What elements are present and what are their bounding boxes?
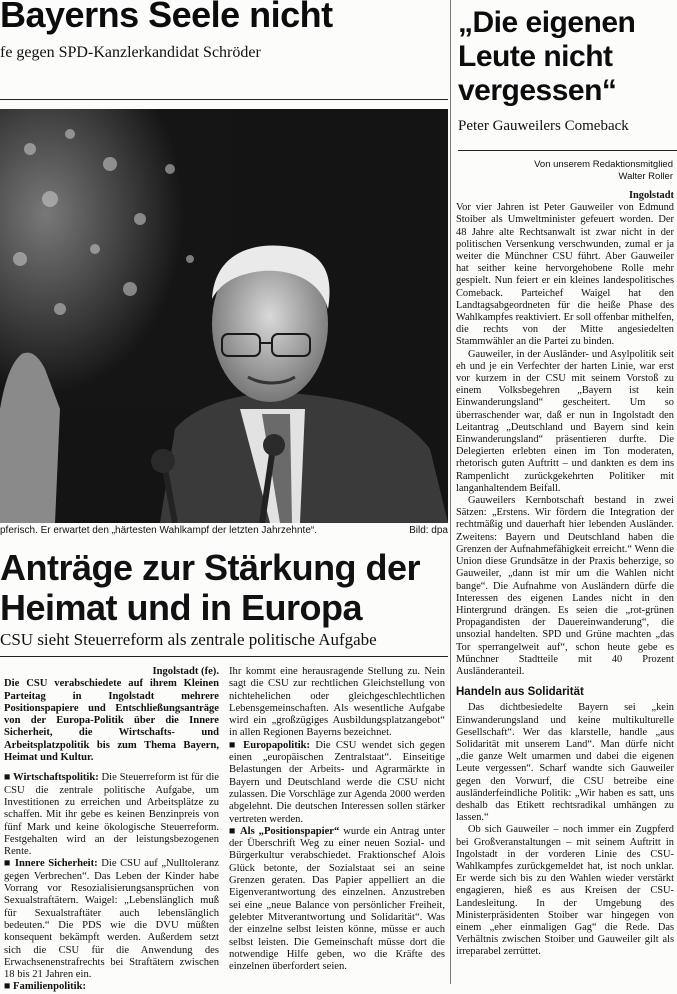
article-column-2 <box>229 666 445 973</box>
headline-top-left: Bayerns Seele nicht <box>0 0 333 35</box>
paragraph: Das dichtbesiedelte Bayern sei „kein Einwanderungsland und keine multikulturelle Gesellschaft“. Wer das klarstelle, handle „aus Solidarität mit unserem Land“. Man dürfe nicht „die ganze Welt umarmen und dabei die eigenen Leute vergessen“. Scharf wandte sich Gauweiler gegen den Vorwurf, die CSU betreibe eine ausländerfeindliche Politik: „Wir haben es satt, uns deshalb das Etikett rechtsradikal umhängen zu lassen.“ <box>456 702 674 824</box>
paragraph: Vor vier Jahren ist Peter Gauweiler von Edmund Stoiber als Umweltminister gefeuert worden. Der 48 Jahre alte Rechtsanwalt ist zwar nicht in der politischen Versenkung verschwunden, zumal er ja weiter die Münchner CSU führt. Aber Gauweiler hat seither keine hervorgehobene Rolle mehr gespielt. Nun feiert er ein kleines landespolitisches Comeback. Parteichef Waigel hat den Landtagsabgeordneten für die heiße Phase des Wahlkampfes reaktiviert. Er soll offenbar mithelfen, die rechts von der Mitte angesiedelten Stammwähler an die Partei zu binden. <box>456 202 674 348</box>
dateline: Ingolstadt (fe). <box>152 666 219 677</box>
article-column-1 <box>4 666 219 994</box>
paragraph: Die CSU wendet sich gegen einen „europäischen Zentralstaat“. Einseitige Belastungen der Arbeits- und Agrarmärkte in Bayern und Deutschland werde die CSU nicht zulassen. Die Vorschläge zur Agenda 2000 werden abgelehnt. Die deutschen Interessen sollen stärker vertreten werden. <box>229 739 446 825</box>
subheadline-right: Peter Gauweilers Comeback <box>458 118 629 134</box>
section-label: ■ Innere Sicherheit: <box>4 858 98 870</box>
byline-author: Walter Roller <box>618 171 673 182</box>
paragraph: Ob sich Gauweiler – noch immer ein Zugpferd bei Großveranstaltungen – mit seinem Auftritt in Ingolstadt in der vorderen Linie des CSU-Wahlkampfes zurückgemeldet hat, ist noch unklar. Er werde sich bis zu den Wahlen wieder verstärkt engagieren, hieß es aus Kreisen der CSU-Landesleitung. In der Umgebung des Ministerpräsidenten Stoiber war hingegen von einem „eher einmaligen Gag“ die Rede. Das Verhältnis zwischen Stoiber und Gauweiler gilt als irreparabel zerrüttet. <box>456 824 674 958</box>
headline-right: „Die eigenen Leute nicht vergessen“ <box>458 6 636 107</box>
lead-paragraph: Die CSU verabschiedete auf ihrem Kleinen Parteitag in Ingolstadt mehrere Positionspapiere und Entschließungsanträge von der Europa-Politik über die Innere Sicherheit, die Wirtschafts- und Arbeitsplatzpolitik bis zum Thema Bayern, Heimat und Kultur. <box>4 678 219 764</box>
paragraph: Die CSU auf „Nulltoleranz gegen Verbrechen“. Das Leben der Kinder habe Vorrang vor Resozialisierungsansprüchen von Sexualstraftätern. Waigel: „Lebenslänglich muß für Sexualstraftäter auch lebenslänglich bedeuten.“ Die PDS wie die DVU müßten konsequent bekämpft werden. Außerdem setzt sich die CSU für die Anwendung des Erwachsenenstrafrechts bei Straftätern zwischen 18 bis 21 Jahren ein. <box>4 858 219 981</box>
photo-credit: Bild: dpa <box>409 525 448 536</box>
speaker-photo-illustration <box>0 109 448 523</box>
section-heading: Handeln aus Solidarität <box>456 686 584 699</box>
section-label: ■ Familienpolitik: <box>4 981 87 993</box>
section-label: ■ Wirtschaftspolitik: <box>4 772 99 784</box>
caption-text: pferisch. Er erwartet den „härtesten Wahlkampf der letzten Jahrzehnte“. <box>0 525 317 536</box>
headline-main: Anträge zur Stärkung der Heimat und in Europa <box>0 547 421 628</box>
section-label: ■ Als „Positionspapier“ <box>229 825 340 837</box>
subheadline-main: CSU sieht Steuerreform als zentrale politische Aufgabe <box>0 630 377 649</box>
divider <box>458 150 677 151</box>
paragraph: Ihr kommt eine herausragende Stellung zu. Nein sagt die CSU zur rechtlichen Gleichstellung von nichtehelichen oder gleichgeschlechtlichen Lebensgemeinschaften. Als wesentliche Aufgabe wird ein „großzügiges Ausbildungsplatzangebot“ in allen Regionen Bayerns bezeichnet. <box>229 666 445 739</box>
news-photo <box>0 109 448 523</box>
subheadline-top-left: fe gegen SPD-Kanzlerkandidat Schröder <box>0 44 261 61</box>
divider <box>0 656 448 657</box>
divider <box>0 99 448 100</box>
paragraph: wurde ein Antrag unter der Überschrift Weg zu einer neuen Sozial- und Bürgerkultur verabschiedet. Fraktionschef Alois Glück betonte, der Sozialstaat sei an seine Grenzen geraten. Das Papier appelliert an die Eigenverantwortung des einzelnen. Anzustreben sei eine „neue Balance von persönlicher Freiheit, gelebter Mitverantwortung und Solidarität“. Was der einzelne selbst leisten könne, müsse er auch selbst leisten. Die Gemeinschaft müsse dort die notwendige Hilfe geben, wo die Kräfte des einzelnen überfordert seien. <box>229 825 445 973</box>
paragraph: Gauweiler, in der Ausländer- und Asylpolitik seit eh und je ein Verfechter der harten Linie, war erst vor kurzem in der CSU mit seinem Vorstoß zu einem Volksbegehren „Bayern ist kein Einwanderungsland“ gescheitert. Um so überraschender war, daß er nun in Ingolstadt den Leitantrag „Deutschland und Bayern sind kein Einwanderungsland“ präsentieren durfte. Die Delegierten erlebten einen im Ton moderaten, rhetorisch guten Auftritt – und dankten es dem ins Rampenlicht zurückgekehrten Politiker mit langanhaltendem Beifall. <box>456 348 674 494</box>
byline-label: Von unserem Redaktionsmitglied <box>534 159 673 170</box>
paragraph: Die Steuerreform ist für die CSU die zentrale politische Aufgabe, um Investitionen zu erreichen und Arbeitsplätze zu schaffen. Mit ihr gebe es keinen Benzinpreis von fünf Mark und keine ökologische Steuerreform. Festgehalten wird an der leistungsbezogenen Rente. <box>4 772 219 858</box>
dateline: Ingolstadt <box>628 190 674 201</box>
byline <box>528 159 673 183</box>
column-separator <box>450 0 451 984</box>
article-right <box>456 190 674 959</box>
section-label: ■ Europapolitik: <box>229 739 311 751</box>
paragraph: Gauweilers Kernbotschaft bestand in zwei Sätzen: „Erstens. Wir fördern die Integration der rechtmäßig und dauerhaft hier lebenden Ausländer. Zweitens: Bayern und Deutschland haben die Grenzen der Aufnahmefähigkeit erreicht.“ Wenn die Union diese Grundsätze in der Praxis beherzige, so Gauweiler, „dann ist mir um die Wahlen nicht bange“. Die Aufnahme von Ausländern dürfe die Interessen des eigenen Landes nicht in den Hintergrund drängen. Es seien die „rot-grünen Propagandisten der Dauereinwanderung“, die unsozial handelten. SPD und Grüne machten „das Tor sperrangelweit auf“, schon heute gebe es Münchner Stadtteile mit 40 Prozent Ausländeranteil. <box>456 495 674 677</box>
photo-caption <box>0 525 448 536</box>
